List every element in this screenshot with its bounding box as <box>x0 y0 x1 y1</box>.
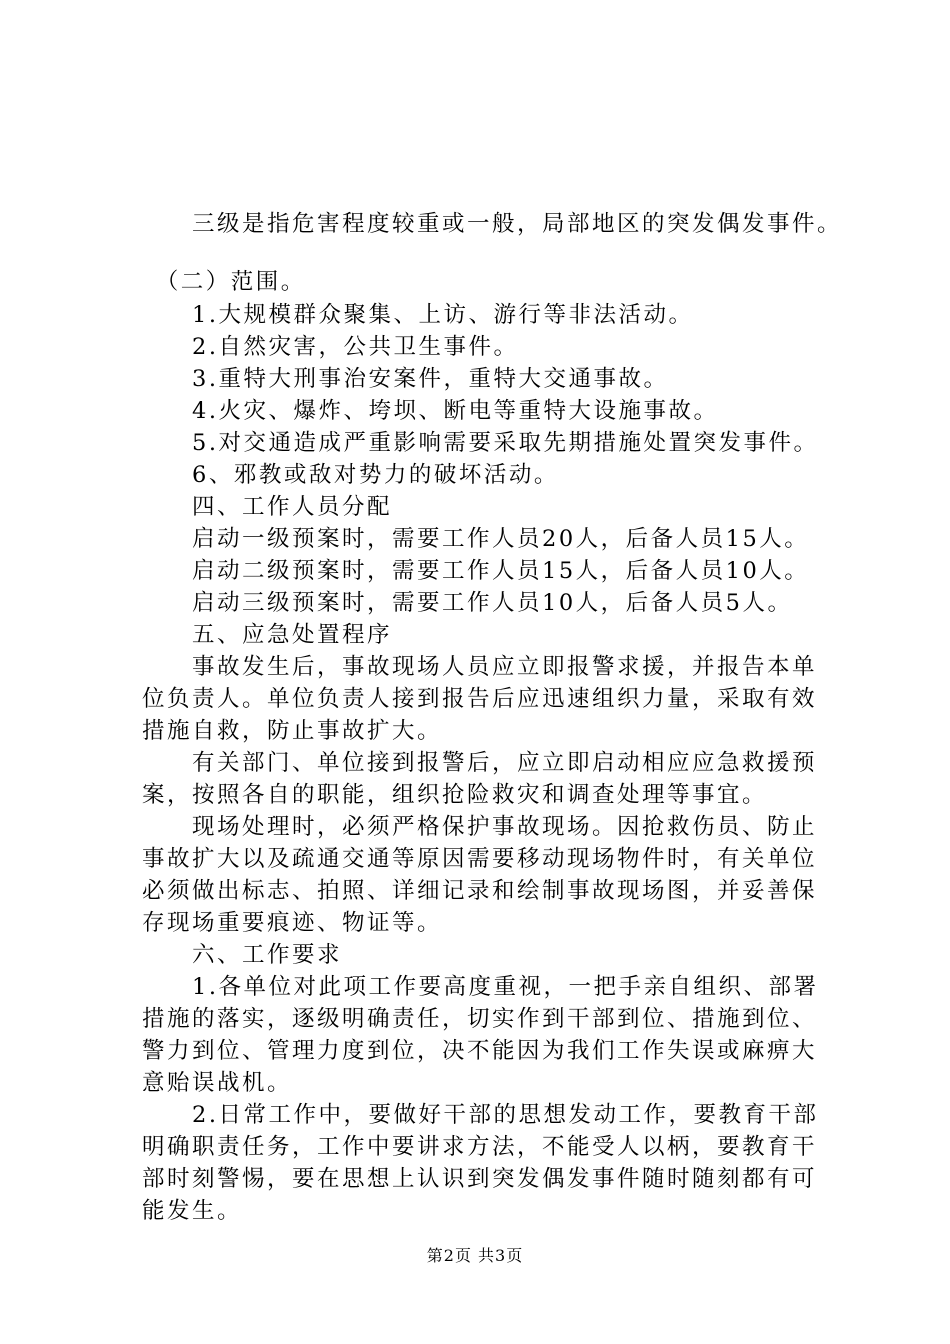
text-line: 启动一级预案时，需要工作人员20人，后备人员15人。 <box>142 526 810 552</box>
paragraph-line: 明确职责任务，工作中要讲求方法，不能受人以柄，要教育干 <box>142 1134 818 1160</box>
paragraph-line: 措施的落实，逐级明确责任，切实作到干部到位、措施到位、 <box>142 1006 818 1032</box>
page-footer: 第2页 共3页 <box>426 1246 524 1265</box>
paragraph-line: 2.日常工作中，要做好干部的思想发动工作，要教育干部 <box>142 1102 819 1128</box>
paragraph-line: 存现场重要痕迹、物证等。 <box>142 910 443 936</box>
section-heading: 五、应急处置程序 <box>142 622 393 648</box>
list-item: 6、邪教或敌对势力的破坏活动。 <box>142 462 559 488</box>
list-item: 5.对交通造成严重影响需要采取先期措施处置突发事件。 <box>142 430 819 456</box>
paragraph-line: 案，按照各自的职能，组织抢险救灾和调查处理等事宜。 <box>142 782 768 808</box>
paragraph-line: 能发生。 <box>142 1198 243 1224</box>
paragraph-line: 警力到位、管理力度到位，决不能因为我们工作失误或麻痹大 <box>142 1038 818 1064</box>
list-item: 2.自然灾害，公共卫生事件。 <box>142 334 519 360</box>
paragraph-line: 事故扩大以及疏通交通等原因需要移动现场物件时，有关单位 <box>142 846 818 872</box>
text-line: 三级是指危害程度较重或一般，局部地区的突发偶发事件。 <box>142 211 843 237</box>
text-line: 启动三级预案时，需要工作人员10人，后备人员5人。 <box>142 590 793 616</box>
paragraph-line: 必须做出标志、拍照、详细记录和绘制事故现场图，并妥善保 <box>142 878 818 904</box>
section-heading: （二）范围。 <box>142 269 306 295</box>
paragraph-line: 有关部门、单位接到报警后，应立即启动相应应急救援预 <box>142 750 818 776</box>
list-item: 3.重特大刑事治安案件，重特大交通事故。 <box>142 366 669 392</box>
text-line: 启动二级预案时，需要工作人员15人，后备人员10人。 <box>142 558 810 584</box>
paragraph-line: 部时刻警惕，要在思想上认识到突发偶发事件随时随刻都有可 <box>142 1166 818 1192</box>
paragraph-line: 事故发生后，事故现场人员应立即报警求援，并报告本单 <box>142 654 818 680</box>
paragraph-line: 现场处理时，必须严格保护事故现场。因抢救伤员、防止 <box>142 814 818 840</box>
section-heading: 六、工作要求 <box>142 942 343 968</box>
section-heading: 四、工作人员分配 <box>142 494 393 520</box>
paragraph-line: 1.各单位对此项工作要高度重视，一把手亲自组织、部署 <box>142 974 819 1000</box>
paragraph-line: 措施自救，防止事故扩大。 <box>142 718 443 744</box>
paragraph-line: 意贻误战机。 <box>142 1070 293 1096</box>
list-item: 1.大规模群众聚集、上访、游行等非法活动。 <box>142 302 694 328</box>
list-item: 4.火灾、爆炸、垮坝、断电等重特大设施事故。 <box>142 398 719 424</box>
paragraph-line: 位负责人。单位负责人接到报告后应迅速组织力量，采取有效 <box>142 686 818 712</box>
